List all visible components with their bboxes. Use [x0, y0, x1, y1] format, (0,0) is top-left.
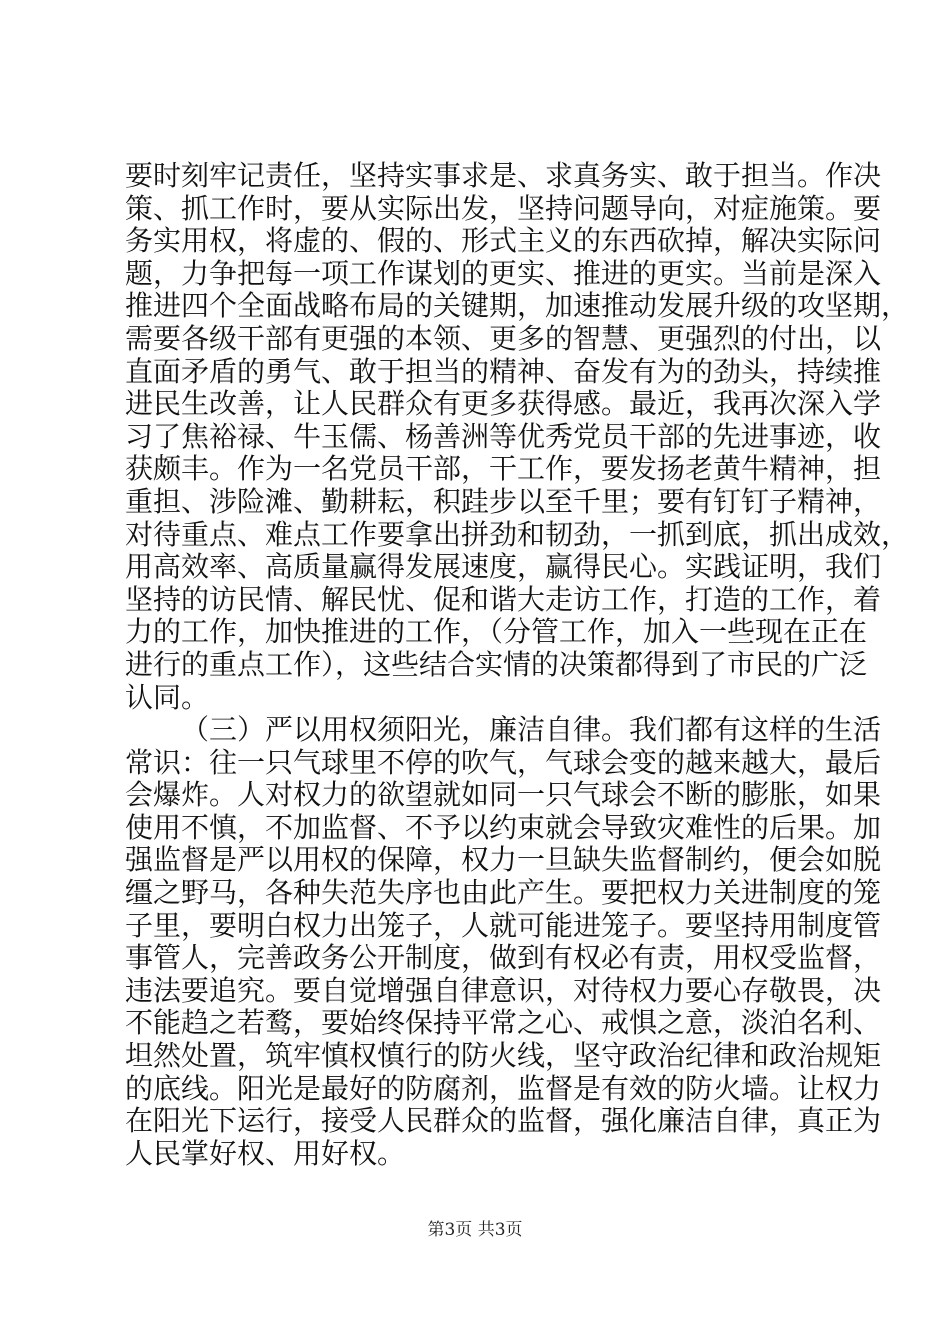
text-line: 直面矛盾的勇气、敢于担当的精神、奋发有为的劲头，持续推: [125, 354, 882, 388]
text-line: 事管人，完善政务公开制度，做到有权必有责，用权受监督，: [125, 941, 882, 975]
text-line: 不能趋之若鹜，要始终保持平常之心、戒惧之意，淡泊名利、: [125, 1006, 882, 1040]
text-line: 习了焦裕禄、牛玉儒、杨善洲等优秀党员干部的先进事迹，收: [125, 419, 882, 453]
text-line: 进民生改善，让人民群众有更多获得感。最近，我再次深入学: [125, 387, 882, 421]
text-line: 推进四个全面战略布局的关键期，加速推动发展升级的攻坚期，: [125, 289, 910, 323]
text-line: 要时刻牢记责任，坚持实事求是、求真务实、敢于担当。作决: [125, 159, 882, 192]
text-line: 策、抓工作时，要从实际出发，坚持问题导向，对症施策。要: [125, 191, 882, 225]
text-line: 获颇丰。作为一名党员干部，干工作，要发扬老黄牛精神，担: [125, 452, 882, 486]
text-line: 坦然处置，筑牢慎权慎行的防火线，坚守政治纪律和政治规矩: [125, 1039, 882, 1073]
text-line: 违法要追究。要自觉增强自律意识，对待权力要心存敬畏，决: [125, 973, 882, 1007]
text-line: 会爆炸。人对权力的欲望就如同一只气球会不断的膨胀，如果: [125, 778, 882, 812]
text-line: 人民掌好权、用好权。: [125, 1136, 406, 1170]
paragraph-first-line: （三）严以用权须阳光，廉洁自律。我们都有这样的生活: [181, 713, 882, 747]
text-line: 进行的重点工作），这些结合实情的决策都得到了市民的广泛: [125, 647, 868, 681]
text-line: 力的工作，加快推进的工作，（分管工作，加入一些现在正在: [125, 615, 868, 649]
text-line: 重担、涉险滩、勤耕耘，积跬步以至千里；要有钉钉子精神，: [125, 484, 882, 518]
body-text: [125, 159, 910, 1170]
text-line: 对待重点、难点工作要拿出拼劲和韧劲，一抓到底，抓出成效，: [125, 517, 910, 551]
page-footer: 第3页 共3页: [427, 1220, 523, 1240]
text-line: 的底线。阳光是最好的防腐剂，监督是有效的防火墙。让权力: [125, 1071, 882, 1105]
text-line: 题，力争把每一项工作谋划的更实、推进的更实。当前是深入: [125, 256, 882, 290]
text-line: 在阳光下运行，接受人民群众的监督，强化廉洁自律，真正为: [125, 1104, 882, 1138]
text-line: 认同。: [125, 680, 210, 714]
text-line: 使用不慎，不加监督、不予以约束就会导致灾难性的后果。加: [125, 810, 882, 844]
text-line: 强监督是严以用权的保障，权力一旦缺失监督制约，便会如脱: [125, 843, 882, 877]
text-line: 坚持的访民情、解民忧、促和谐大走访工作，打造的工作，着: [125, 582, 882, 616]
text-line: 子里，要明白权力出笼子，人就可能进笼子。要坚持用制度管: [125, 908, 882, 942]
text-line: 常识：往一只气球里不停的吹气，气球会变的越来越大，最后: [125, 745, 882, 779]
text-line: 务实用权，将虚的、假的、形式主义的东西砍掉，解决实际问: [125, 224, 882, 258]
text-line: 用高效率、高质量赢得发展速度，赢得民心。实践证明，我们: [125, 550, 882, 584]
text-line: 缰之野马，各种失范失序也由此产生。要把权力关进制度的笼: [125, 876, 882, 910]
text-line: 需要各级干部有更强的本领、更多的智慧、更强烈的付出，以: [125, 321, 882, 355]
